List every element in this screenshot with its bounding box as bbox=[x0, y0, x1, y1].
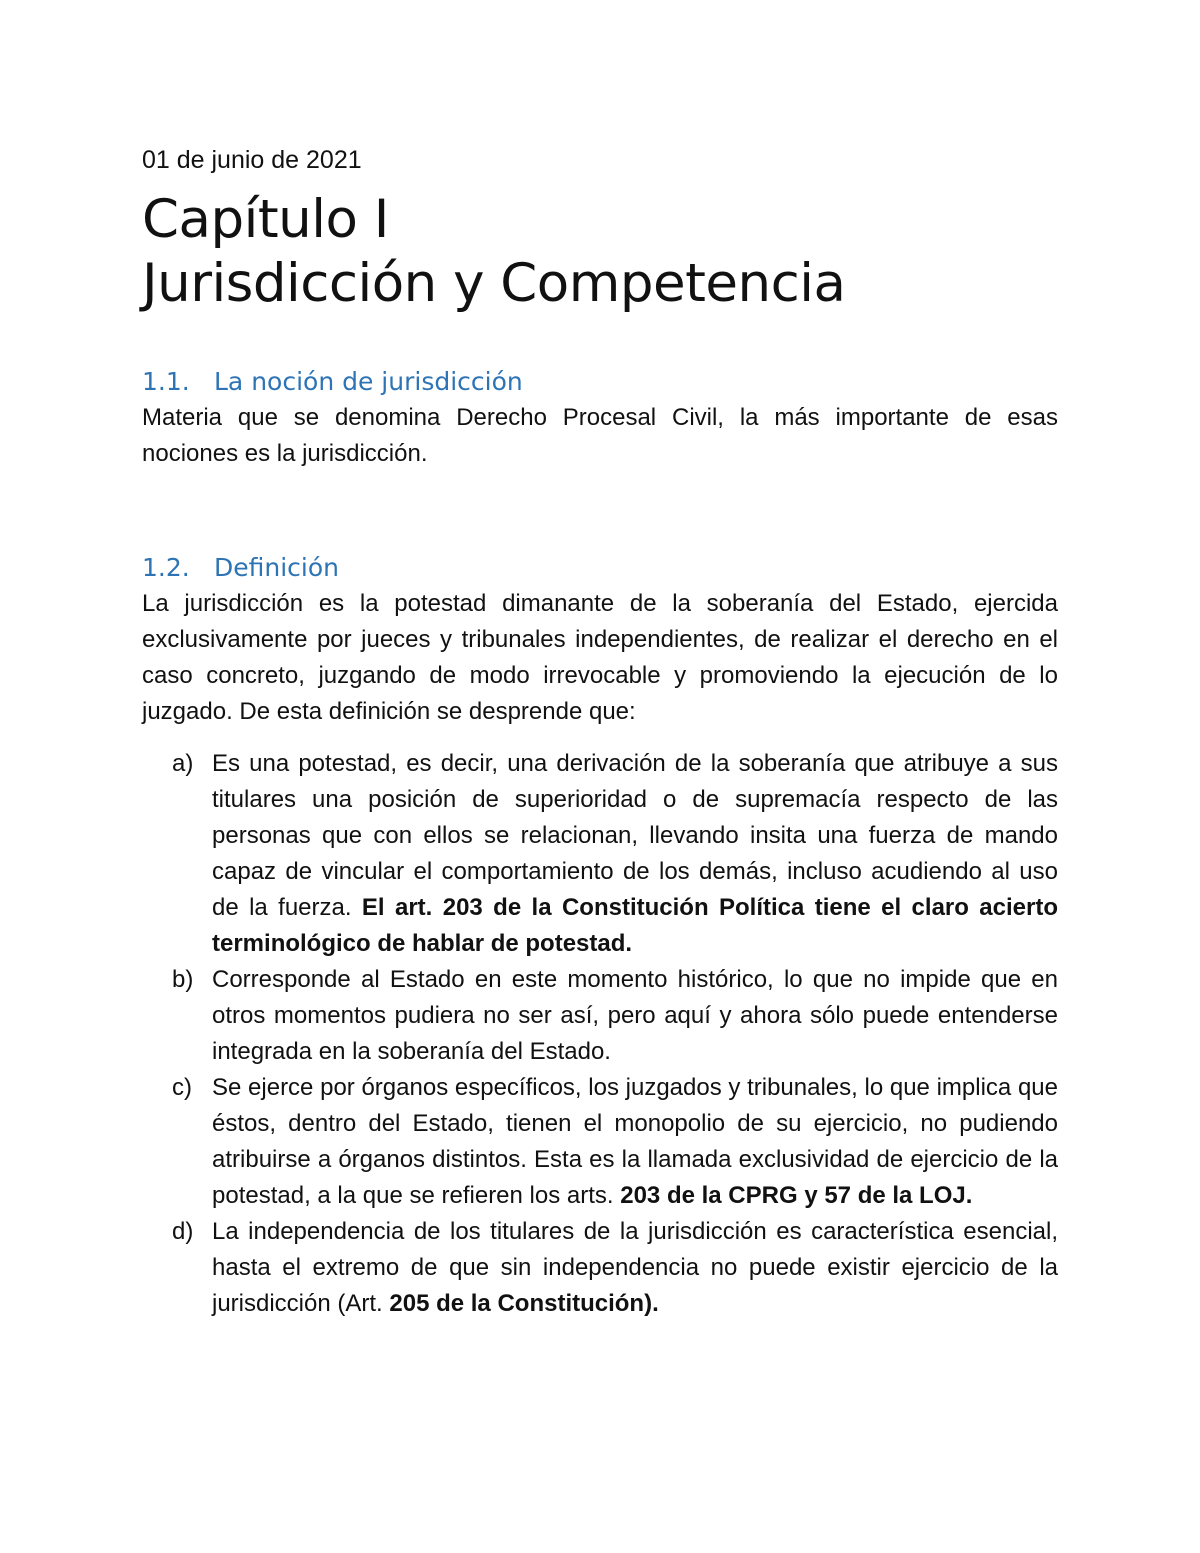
section-heading-text: La noción de jurisdicción bbox=[214, 367, 523, 396]
list-marker: d) bbox=[172, 1218, 194, 1245]
section-body-1-2: La jurisdicción es la potestad dimanante de la soberanía del Estado, ejercida exclusivamente por jueces y tribunales independientes, de realizar el derecho en el caso concreto, juzgando de modo irrevocable y promoviendo la ejecución de lo juzgado. De esta definición se desprende que: bbox=[142, 590, 1058, 725]
section-number: 1.2. bbox=[142, 553, 190, 582]
document-page bbox=[142, 140, 1058, 1322]
section-heading-1-2 bbox=[142, 550, 1058, 586]
list-item-bold-text: 203 de la CPRG y 57 de la LOJ. bbox=[620, 1182, 973, 1209]
section-heading-1-1 bbox=[142, 364, 1058, 400]
chapter-title bbox=[142, 188, 1058, 316]
list-marker: a) bbox=[172, 750, 194, 777]
list-item-a bbox=[142, 746, 1058, 962]
list-item-d bbox=[142, 1214, 1058, 1322]
list-item-bold-text: 205 de la Constitución). bbox=[389, 1290, 659, 1317]
list-item-text: Se ejerce por órganos específicos, los juzgados y tribunales, lo que implica que éstos, dentro del Estado, tienen el monopolio de su ejercicio, no pudiendo atribuirse a órganos distintos. Esta es la llamada exclusividad de ejercicio de la potestad, a la que se refieren los arts. bbox=[212, 1074, 1058, 1209]
list-item-text: Es una potestad, es decir, una derivación de la soberanía que atribuye a sus titulares una posición de superioridad o de supremacía respecto de las personas que con ellos se relacionan, llevando insita una fuerza de mando capaz de vincular el comportamiento de los demás, incluso acudiendo al uso de la fuerza. bbox=[212, 750, 1058, 921]
list-marker: b) bbox=[172, 966, 194, 993]
list-item-c bbox=[142, 1070, 1058, 1214]
chapter-title-line-1: Capítulo I bbox=[142, 189, 389, 250]
list-item-text: Corresponde al Estado en este momento histórico, lo que no impide que en otros momentos pudiera no ser así, pero aquí y ahora sólo puede entenderse integrada en la soberanía del Estado. bbox=[212, 966, 1058, 1065]
list-item-bold-text: El art. 203 de la Constitución Política tiene el claro acierto terminológico de hablar de potestad. bbox=[212, 894, 1059, 957]
list-item-text: La independencia de los titulares de la jurisdicción es característica esencial, hasta el extremo de que sin independencia no puede existir ejercicio de la jurisdicción (Art. bbox=[212, 1218, 1058, 1317]
document-date: 01 de junio de 2021 bbox=[142, 146, 362, 174]
section-body-1-1: Materia que se denomina Derecho Procesal Civil, la más importante de esas nociones es la jurisdicción. bbox=[142, 404, 1058, 467]
section-heading-text: Definición bbox=[214, 553, 339, 582]
section-number: 1.1. bbox=[142, 367, 190, 396]
list-marker: c) bbox=[172, 1074, 192, 1101]
chapter-title-line-2: Jurisdicción y Competencia bbox=[142, 253, 846, 314]
list-item-b bbox=[142, 962, 1058, 1070]
definition-list bbox=[142, 746, 1058, 1322]
